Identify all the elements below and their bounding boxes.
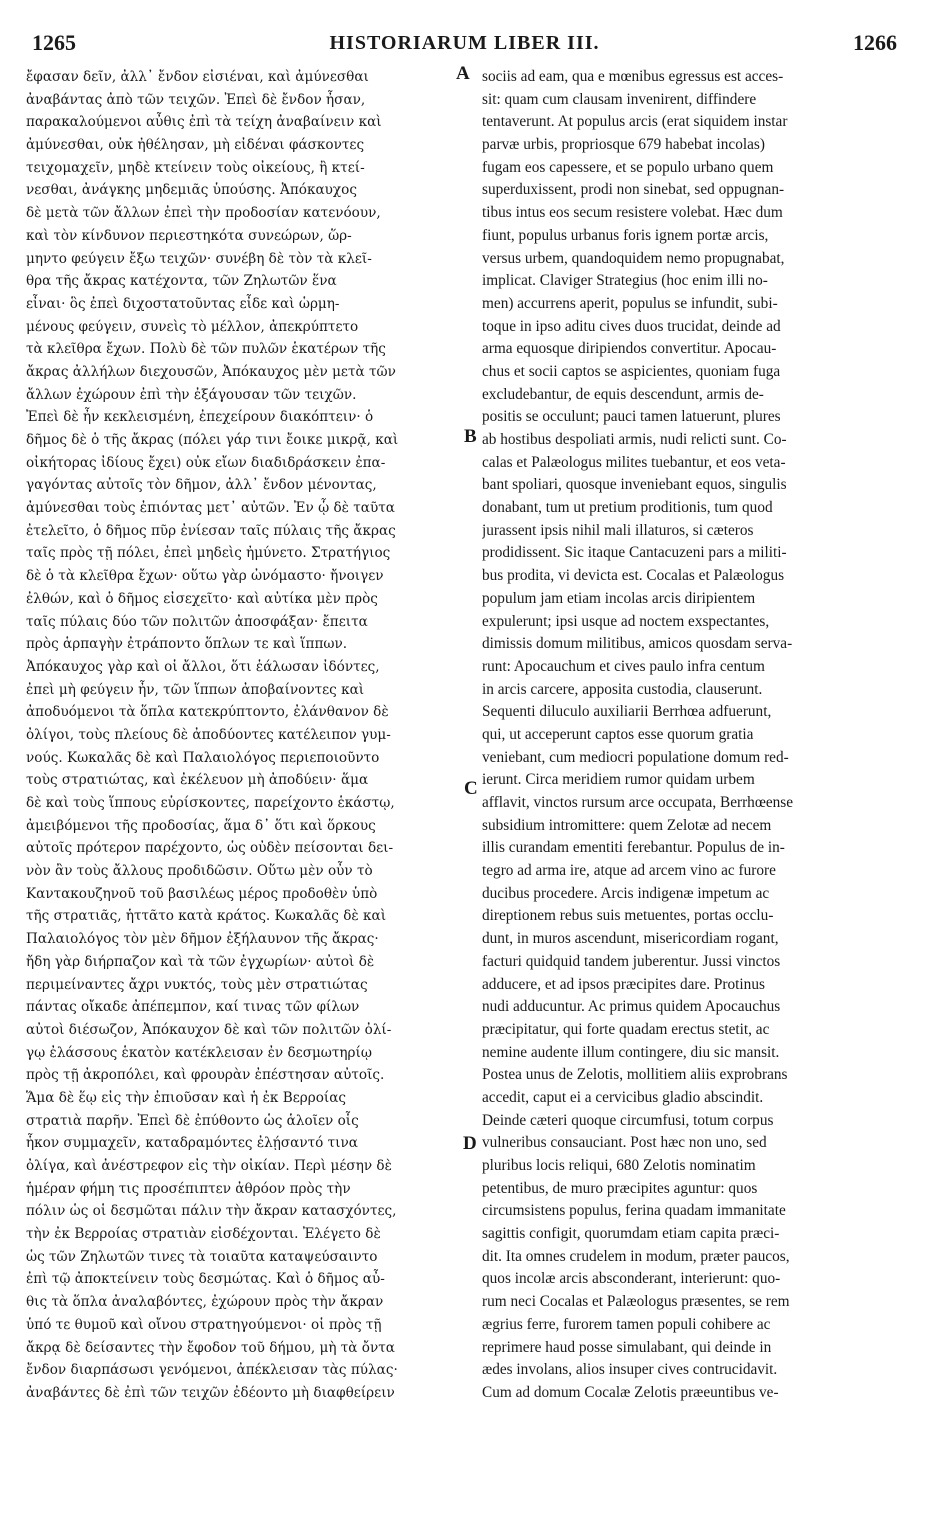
latin-text-line: superduxissent, prodi non sinebat, sed oppugnan- (482, 181, 785, 199)
greek-text-line: Ἀπόκαυχος γὰρ καὶ οἱ ἄλλοι, ὅτι ἑάλωσαν ἰδόντες, (26, 658, 380, 675)
latin-text-line: ædes involans, alios insuper cives contrucidavit. (482, 1361, 778, 1379)
latin-text-line: ægrius ferre, furorem tamen populi cohibere ac (482, 1315, 771, 1333)
latin-text-line: toque in ipso aditu cives duos trucidat, deinde ad (482, 317, 781, 335)
latin-text-line: men) accurrens aperit, populus se infundit, subi- (482, 294, 778, 312)
latin-text-line: direptionem rebus suis metuentes, portas occlu- (482, 907, 774, 925)
latin-text-line: chus et socii captos se aspicientes, quoniam fuga (482, 362, 781, 380)
latin-text-line: præcipitatur, qui forte quadam erectus stetit, ac (482, 1020, 770, 1038)
latin-text-line: illis curandam ementiti ferebantur. Populus de in- (482, 839, 785, 857)
running-title: HISTORIARUM LIBER III. (329, 32, 600, 54)
latin-text-line: sit: quam cum clausam invenirent, diffindere (482, 90, 757, 108)
greek-text-line: ὀλίγα, καὶ ἀνέστρεφον εἰς τὴν οἰκίαν. Περὶ μέσην δὲ (26, 1158, 392, 1174)
greek-text-line: ἄκρας ἀλλήλων διεχουσῶν, Ἀπόκαυχος μὲν μετὰ τῶν (26, 363, 396, 380)
greek-text-line: ἀποδυόμενοι τὰ ὅπλα κατεκρύπτοντο, ἐλάνθανον δὲ (26, 704, 389, 721)
latin-text-line: ducibus procedere. Arcis indigenæ impetum ac (482, 884, 770, 902)
latin-text-line: quos incolæ arcis absconderant, interierunt: quo- (482, 1270, 781, 1288)
latin-text-line: calas et Palæologus milites tuebantur, et eos veta- (482, 453, 786, 471)
latin-text-line: facturi quidquid tandem juberentur. Jussi vinctos (482, 952, 781, 970)
latin-text-line: fugam eos capessere, et se populo urbano quem (482, 158, 774, 176)
greek-text-line: ἀμύνεσθαι τοὺς ἐπιόντας μετ᾿ αὐτῶν. Ἐν ᾧ δὲ ταῦτα (26, 500, 395, 517)
latin-text-line: circumsistens populus, ferina quadam immanitate (482, 1202, 786, 1220)
greek-text-line: γαγόντας αὐτοῖς τὸν δῆμον, ἀλλ᾿ ἔνδον μένοντας, (26, 477, 377, 494)
latin-text-line: tentaverunt. At populus arcis (erat siquidem instar (482, 113, 788, 131)
latin-text-line: populum jam etiam incolas arcis diripientem (482, 589, 756, 607)
latin-text-line: Cum ad domum Cocalæ Zelotis præeuntibus ve- (482, 1383, 779, 1401)
latin-text-line: nemine audente illum contingere, diu sic mansit. (482, 1043, 780, 1061)
latin-text-line: fiunt, populus urbanus foris ignem portæ arcis, (482, 226, 769, 244)
latin-text-line: dit. Ita omnes crudelem in modum, præter paucos, (482, 1247, 790, 1265)
latin-text-line: vulneribus consauciant. Post hæc non uno, sed (482, 1134, 767, 1152)
greek-text-line: Ἅμα δὲ ἕῳ εἰς τὴν ἐπιοῦσαν καὶ ἡ ἐκ Βερρoίας (26, 1089, 347, 1106)
latin-text-line: Postea unus de Zelotis, mollitiem aliis exprobrans (482, 1066, 788, 1084)
greek-text-line: ἐπὶ τῷ ἀποκτείνειν τοὺς δεσμώτας. Καὶ ὁ δῆμος αὖ- (26, 1271, 385, 1288)
latin-text-line: ierunt. Circa meridiem rumor quidam urbem (482, 771, 755, 789)
greek-text-line: θις τὰ ὅπλα ἀναλαβόντες, ἐχώρουν πρὸς τὴν ἄκραν (26, 1294, 384, 1311)
greek-text-line: πάντας οἴκαδε ἀπέπεμπον, καί τινας τῶν φίλων (26, 999, 360, 1016)
greek-text-line: δὲ μετὰ τῶν ἄλλων ἐπεὶ τὴν προδοσίαν κατενόουν, (26, 205, 381, 222)
greek-text-line: ἀμειβόμενοι τῆς προδοσίας, ἅμα δ᾿ ὅτι καὶ ὅρκους (26, 817, 376, 834)
latin-text-line: Sequenti diluculo auxiliarii Berrhœa adfuerunt, (482, 703, 772, 721)
latin-text-line: nudi adducuntur. Ac primus quidem Apocauchus (482, 998, 781, 1016)
latin-text-line: sagittis configit, quorumdam etiam capita præci- (482, 1225, 780, 1243)
greek-text-line: στρατιὰ παρῆν. Ἐπεὶ δὲ ἐπύθοντο ὡς ἁλοῖεν οἷς (26, 1112, 359, 1129)
greek-text-line: ἔνδον διαρπάσωσι γενόμενοι, ἀπέκλεισαν τὰς πύλας· (26, 1362, 398, 1379)
latin-text-line: implicat. Claviger Strategius (hoc enim illi no- (482, 272, 768, 290)
greek-text-line: παρακαλούμενοι αὖθις ἐπὶ τὰ τείχη ἀναβαίνειν καὶ (26, 114, 382, 131)
latin-text-line: expulerunt; ipsi usque ad noctem exspectantes, (482, 612, 770, 630)
greek-text-line: ἀμύνεσθαι, οὐκ ἠθέλησαν, μὴ εἰδέναι φάσκοντες (26, 137, 365, 154)
greek-text-line: μένους φεύγειν, συνεὶς τὸ μέλλον, ἀπεκρύπτετο (26, 318, 359, 335)
greek-text-line: αὐτοῖς πρότερον παρέχοντο, ὡς οὐδὲν πείσονται δει- (26, 840, 394, 857)
margin-marker-b: B (464, 426, 477, 447)
greek-text-line: εἶναι· ὃς ἐπεὶ διχοστατοῦντας εἶδε καὶ ὡρμη- (26, 295, 340, 312)
greek-text-line: ἧκον συμμαχεῖν, καταδραμόντες ἐλῄσαντό τινα (26, 1135, 358, 1152)
greek-text-line: δὲ καὶ τοὺς ἵππους εὑρίσκοντες, παρείχοντο ἑκάστῳ, (26, 795, 395, 811)
greek-text-line: ταῖς πύλαις δύο τῶν πολιτῶν ἀποσφάξαν· ἔπειτα (26, 613, 368, 630)
latin-text-line: ab hostibus despoliati armis, nudi relicti sunt. Co- (482, 431, 787, 448)
latin-text-line: sociis ad eam, qua e mœnibus egressus est acces- (482, 68, 784, 85)
latin-text-line: donabant, tum ut pretium proditionis, tum quod (482, 499, 773, 517)
latin-text-line: arma equosque diripiendos convertitur. Apocau- (482, 340, 777, 358)
latin-text-column (482, 66, 902, 1405)
latin-text-line: Deinde cæteri quoque circumfusi, totum corpus (482, 1111, 774, 1129)
margin-marker-c: C (464, 778, 478, 799)
latin-text-line: dimissis domum militibus, amicos quosdam serva- (482, 635, 793, 653)
latin-text-line: rum neci Cocalas et Palæologus præsentes, se rem (482, 1293, 790, 1311)
latin-text-line: pluribus locis reliqui, 680 Zelotis nominatim (482, 1157, 756, 1174)
greek-text-line: τὴν ἐκ Βερρoίας στρατιὰν εἰσδέχονται. Ἐλέγετο δὲ (26, 1226, 381, 1243)
page-number-right: 1266 (853, 30, 897, 55)
greek-text-line: πρὸς τῇ ἀκροπόλει, καὶ φρουρὰν ἐπέστησαν αὐτοῖς. (26, 1067, 385, 1084)
latin-text-line: subsidium intromittere: quem Zelotæ ad necem (482, 816, 772, 834)
latin-text-line: dunt, in muros ascendunt, misericordiam rogant, (482, 930, 779, 948)
greek-text-line: περιμείναντες ἄχρι νυκτός, τοὺς μὲν στρατιώτας (26, 976, 368, 993)
greek-text-line: ἐπεὶ μὴ φεύγειν ἦν, τῶν ἵππων ἀποβαίνοντες καὶ (26, 681, 365, 698)
greek-text-column (26, 66, 458, 1405)
latin-text-line: in arcis carcere, apposita custodia, clauserunt. (482, 680, 763, 698)
latin-text-line: runt: Apocauchum et cives paulo infra centum (482, 657, 765, 675)
latin-text-line: prodidissent. Sic itaque Cantacuzeni pars a militi- (482, 544, 787, 562)
greek-text-line: νούς. Κωκαλᾶς δὲ καὶ Παλαιολόγος περιεποιοῦντο (26, 749, 380, 766)
latin-text-line: reprimere haud posse simulabant, qui deinde in (482, 1338, 772, 1356)
latin-text-line: parvæ urbis, propriosque 679 habebat incolas) (482, 136, 765, 154)
greek-text-line: ἀναβάντες δὲ ἐπὶ τῶν τειχῶν ἐδέοντο μὴ διαφθείρειν (26, 1384, 395, 1401)
page-number-left: 1265 (32, 30, 76, 55)
greek-text-line: τοὺς στρατιώτας, καὶ ἐκέλευον μὴ ἀποδύειν· ἅμα (26, 772, 369, 789)
greek-text-line: δὲ ὁ τὰ κλεῖθρα ἔχων· οὕτω γὰρ ὠνόμαστο· ἤνοιγεν (26, 568, 384, 585)
greek-text-line: νὸν ἂν τοὺς ἄλλους προδιδῶσιν. Οὕτω μὲν οὖν τὸ (26, 863, 373, 880)
greek-text-line: Ἐπεὶ δὲ ἦν κεκλεισμένη, ἐπεχείρουν διακόπτειν· ὁ (26, 409, 374, 426)
latin-text-line: adducere, et ad ipsos præcipites dare. Protinus (482, 975, 765, 993)
latin-text-line: qui, ut acceperunt captos esse quorum gratia (482, 725, 754, 743)
greek-text-line: ἄκρᾳ δὲ δείσαντες τὴν ἔφοδον τοῦ δήμου, μὴ τὰ ὄντα (26, 1339, 395, 1356)
greek-text-line: ταῖς πρὸς τῇ πόλει, ἐπεὶ μηδεὶς ἠμύνετο. Στρατήγιος (26, 545, 391, 562)
margin-marker-a: A (456, 63, 470, 84)
greek-text-line: τειχομαχεῖν, μηδὲ κτείνειν τοὺς οἰκείους, ἢ κτεί- (26, 159, 365, 176)
greek-text-line: ἐλθών, καὶ ὁ δῆμος εἰσεχεῖτο· καὶ αὐτίκα μὲν πρὸς (26, 590, 378, 607)
latin-text-line: petentibus, de muro præcipites aguntur: quos (482, 1179, 758, 1197)
greek-text-line: νεσθαι, ἀνάγκης μηδεμιᾶς ὑπούσης. Ἀπόκαυχος (26, 182, 357, 199)
greek-text-line: ἀναβάντας ἀπὸ τῶν τειχῶν. Ἐπεὶ δὲ ἔνδον ἦσαν, (26, 91, 366, 108)
greek-text-line: τῆς στρατιᾶς, ἡττᾶτο κατὰ κράτος. Κωκαλᾶς δὲ καὶ (26, 908, 387, 925)
latin-text-line: bant spoliari, quosque inveniebant equos, singulis (482, 476, 787, 494)
greek-text-line: ἡμέραν φήμη τις προσέπιπτεν ἀθρόον πρὸς τὴν (26, 1180, 351, 1197)
greek-text-line: Καντακουζηνοῦ τοῦ βασιλέως μέρος προδοθὲν ὑπὸ (26, 885, 378, 902)
latin-text-line: veniebant, cum mediocri populatione domum red- (482, 748, 789, 766)
latin-text-line: tibus intus eos secum resistere volebat. Hæc dum (482, 204, 783, 222)
greek-text-line: ἐτελεῖτο, ὁ δῆμος πῦρ ἐνίεσαν ταῖς πύλαις τῆς ἄκρας (26, 522, 396, 539)
greek-text-line: Παλαιολόγος τὸν μὲν δῆμον ἐξήλαυνον τῆς ἄκρας· (26, 931, 379, 948)
greek-text-line: ὀλίγοι, τοὺς πλείους δὲ ἀποδύοντες κατέλειπον γυμ- (26, 726, 391, 743)
greek-text-line: θρα τῆς ἄκρας κατέχοντα, τῶν Ζηλωτῶν ἕνα (26, 273, 337, 290)
greek-text-line: ὑπό τε θυμοῦ καὶ οἴνου στρατηγούμενοι· οἱ πρὸς τῇ (26, 1316, 382, 1333)
latin-text-line: accedit, caput ei a cervicibus gladio abscindit. (482, 1088, 764, 1106)
latin-text-line: tegro ad arma ire, atque ad arcem vino ac furore (482, 862, 776, 880)
latin-text-line: positis se occulunt; pauci tamen latuerunt, plures (482, 408, 781, 426)
greek-text-line: τὰ κλεῖθρα ἔχων. Πολὺ δὲ τῶν πυλῶν ἑκατέρων τῆς (26, 341, 386, 358)
latin-text-line: versus urbem, quandoquidem nemo propugnabat, (482, 249, 785, 267)
greek-text-line: δῆμος δὲ ὁ τῆς ἄκρας (πόλει γάρ τινι ἔοικε μικρᾷ, καὶ (26, 432, 399, 448)
page-header (32, 30, 897, 60)
latin-text-line: excludebantur, de equis descendunt, armis de- (482, 385, 764, 403)
greek-text-line: πόλιν ὡς οἱ δεσμῶται πάλιν τὴν ἄκραν κατασχόντες, (26, 1203, 397, 1220)
greek-text-line: ἄλλων ἐχώρουν ἐπὶ τὴν ἐξάγουσαν τῶν τειχῶν. (26, 386, 357, 403)
margin-marker-d: D (463, 1133, 477, 1154)
greek-text-line: καὶ τὸν κίνδυνον περιεστηκότα συνεώρων, ὥρ- (26, 227, 352, 244)
latin-text-line: afflavit, vinctos rursum arce occupata, Berrhœense (482, 794, 794, 811)
greek-text-line: πρὸς ἁρπαγὴν ἐτράποντο ὅπλων τε καὶ ἵππων. (26, 636, 348, 653)
greek-text-line: ἤδη γὰρ διήρπαζον καὶ τὰ τῶν ἐγχωρίων· αὐτοὶ δὲ (26, 953, 375, 970)
greek-text-line: αὐτοὶ διέσωζον, Ἀπόκαυχον δὲ καὶ τῶν πολιτῶν ὀλί- (26, 1021, 392, 1038)
greek-text-line: γῳ ἐλάσσους ἑκατὸν κατέκλεισαν ἐν δεσμωτηρίῳ (26, 1044, 372, 1061)
greek-text-line: ἔφασαν δεῖν, ἀλλ᾿ ἔνδον εἰσιέναι, καὶ ἀμύνεσθαι (26, 69, 369, 85)
greek-text-line: μηντο φεύγειν ἔξω τειχῶν· συνέβη δὲ τὸν τὰ κλεῖ- (26, 250, 372, 267)
greek-text-line: ὡς τῶν Ζηλωτῶν τινες τὰ τοιαῦτα καταψεύσαιντο (26, 1248, 378, 1265)
greek-text-line: οἰκήτορας ἰδίους ἔχει) οὐκ εἴων διαδιδράσκειν ἐπα- (26, 454, 386, 471)
latin-text-line: bus prodita, vi devicta est. Cocalas et Palæologus (482, 567, 785, 585)
latin-text-line: jurassent ipsis nihil mali illaturos, si cæteros (482, 521, 754, 539)
